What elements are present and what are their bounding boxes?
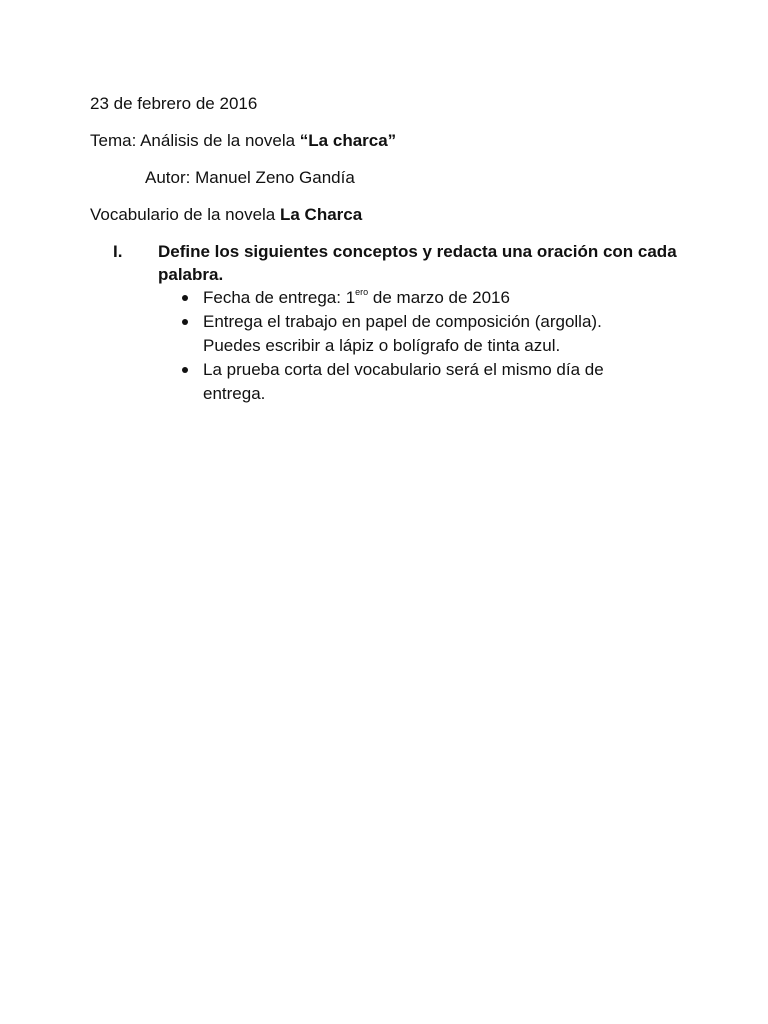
bullet-icon bbox=[182, 367, 188, 373]
submission-instructions: Entrega el trabajo en papel de composición (argolla). Puedes escribir a lápiz o bolígrafo de tinta azul. bbox=[203, 312, 602, 355]
quiz-note: La prueba corta del vocabulario será el mismo día de entrega. bbox=[203, 360, 604, 403]
instructions-list bbox=[180, 286, 660, 406]
list-item bbox=[180, 358, 660, 406]
novel-title: “La charca” bbox=[299, 131, 397, 150]
topic-line bbox=[90, 129, 396, 153]
ordinal-superscript: ero bbox=[355, 287, 369, 297]
vocabulary-prefix: Vocabulario de la novela bbox=[90, 205, 280, 224]
list-item bbox=[180, 286, 660, 310]
list-item bbox=[180, 310, 660, 358]
vocabulary-line bbox=[90, 203, 362, 227]
section-numeral: I. bbox=[113, 242, 123, 261]
bullet-icon bbox=[182, 319, 188, 325]
due-date-rest: de marzo de 2016 bbox=[368, 288, 510, 307]
due-date-text: Fecha de entrega: 1 bbox=[203, 288, 356, 307]
author-line: Autor: Manuel Zeno Gandía bbox=[145, 168, 355, 187]
bullet-icon bbox=[182, 295, 188, 301]
vocabulary-novel-title: La Charca bbox=[279, 205, 363, 224]
section-heading: Define los siguientes conceptos y redacta una oración con cada palabra. bbox=[158, 242, 677, 284]
date-line: 23 de febrero de 2016 bbox=[90, 94, 258, 113]
topic-prefix: Tema: Análisis de la novela bbox=[90, 131, 300, 150]
